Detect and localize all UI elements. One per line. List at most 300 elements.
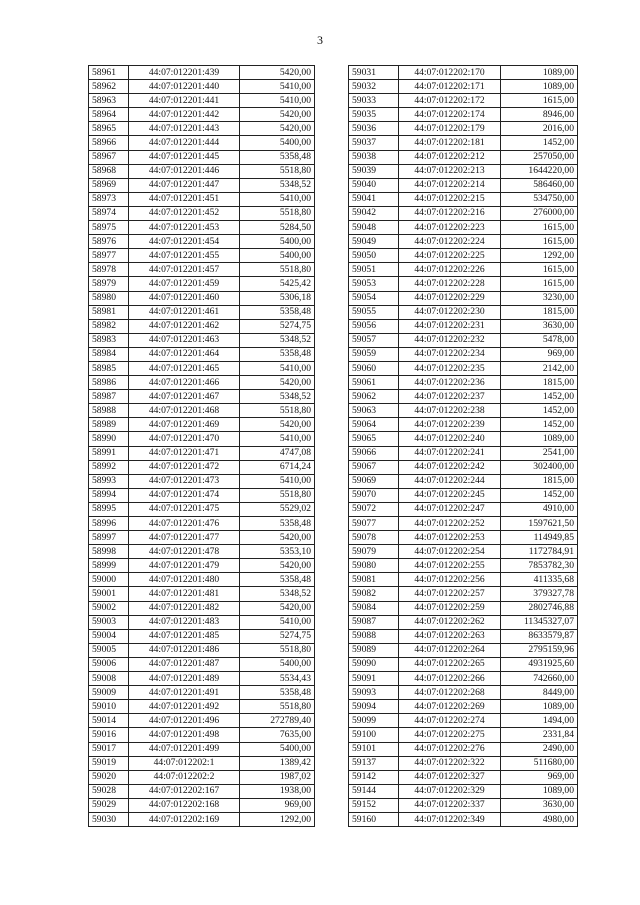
cadastral-number-cell: 44:07:012201:461 (129, 305, 240, 319)
record-number-cell: 59032 (349, 80, 399, 94)
cadastral-number-cell: 44:07:012202:232 (399, 333, 501, 347)
value-cell: 5410,00 (240, 192, 315, 206)
value-cell: 5358,48 (240, 686, 315, 700)
cadastral-number-cell: 44:07:012202:1 (129, 756, 240, 770)
table-row (89, 714, 315, 728)
value-cell: 2016,00 (501, 122, 578, 136)
record-number-cell: 59004 (89, 629, 129, 643)
value-cell: 1815,00 (501, 305, 578, 319)
value-cell: 1389,42 (240, 756, 315, 770)
cadastral-number-cell: 44:07:012202:229 (399, 291, 501, 305)
record-number-cell: 58969 (89, 178, 129, 192)
table-row (89, 672, 315, 686)
record-number-cell: 59064 (349, 418, 399, 432)
table-row (89, 206, 315, 220)
record-number-cell: 59100 (349, 728, 399, 742)
record-number-cell: 59063 (349, 404, 399, 418)
table-row (349, 136, 578, 150)
table-row (89, 319, 315, 333)
value-cell: 8449,00 (501, 686, 578, 700)
table-row (349, 249, 578, 263)
table-row (89, 249, 315, 263)
table-row (349, 206, 578, 220)
cadastral-number-cell: 44:07:012202:245 (399, 488, 501, 502)
value-cell: 5420,00 (240, 108, 315, 122)
table-row (89, 488, 315, 502)
record-number-cell: 59065 (349, 432, 399, 446)
table-row (89, 390, 315, 404)
table-row (89, 742, 315, 756)
cadastral-number-cell: 44:07:012202:247 (399, 502, 501, 516)
table-row (349, 80, 578, 94)
value-cell: 2795159,96 (501, 643, 578, 657)
value-cell: 5358,48 (240, 150, 315, 164)
value-cell: 4910,00 (501, 502, 578, 516)
table-row (349, 812, 578, 826)
value-cell: 5274,75 (240, 629, 315, 643)
value-cell: 1089,00 (501, 700, 578, 714)
record-number-cell: 59002 (89, 601, 129, 615)
record-number-cell: 58995 (89, 502, 129, 516)
table-row (349, 643, 578, 657)
table-row (349, 770, 578, 784)
cadastral-number-cell: 44:07:012202:239 (399, 418, 501, 432)
cadastral-number-cell: 44:07:012201:468 (129, 404, 240, 418)
value-cell: 4747,08 (240, 446, 315, 460)
table-row (349, 361, 578, 375)
cadastral-number-cell: 44:07:012202:329 (399, 784, 501, 798)
table-row (349, 657, 578, 671)
table-row (89, 66, 315, 80)
cadastral-number-cell: 44:07:012202:262 (399, 615, 501, 629)
table-row (89, 333, 315, 347)
cadastral-number-cell: 44:07:012202:252 (399, 517, 501, 531)
table-row (349, 460, 578, 474)
value-cell: 1815,00 (501, 376, 578, 390)
record-number-cell: 58985 (89, 361, 129, 375)
record-number-cell: 59062 (349, 390, 399, 404)
record-number-cell: 58990 (89, 432, 129, 446)
value-cell: 5274,75 (240, 319, 315, 333)
value-cell: 5358,48 (240, 517, 315, 531)
table-row (89, 432, 315, 446)
cadastral-number-cell: 44:07:012201:452 (129, 206, 240, 220)
record-number-cell: 59001 (89, 587, 129, 601)
record-number-cell: 58998 (89, 545, 129, 559)
record-number-cell: 58967 (89, 150, 129, 164)
table-row (349, 573, 578, 587)
record-number-cell: 58999 (89, 559, 129, 573)
value-cell: 1452,00 (501, 488, 578, 502)
cadastral-number-cell: 44:07:012202:170 (399, 66, 501, 80)
value-cell: 3630,00 (501, 319, 578, 333)
value-cell: 534750,00 (501, 192, 578, 206)
table-row (89, 150, 315, 164)
cadastral-number-cell: 44:07:012201:473 (129, 474, 240, 488)
value-cell: 969,00 (240, 798, 315, 812)
cadastral-number-cell: 44:07:012202:228 (399, 277, 501, 291)
table-row (89, 235, 315, 249)
value-cell: 5400,00 (240, 249, 315, 263)
cadastral-number-cell: 44:07:012201:445 (129, 150, 240, 164)
cadastral-number-cell: 44:07:012201:463 (129, 333, 240, 347)
record-number-cell: 59033 (349, 94, 399, 108)
table-row (89, 686, 315, 700)
record-number-cell: 59090 (349, 657, 399, 671)
table-row (89, 108, 315, 122)
value-cell: 5478,00 (501, 333, 578, 347)
cadastral-number-cell: 44:07:012202:223 (399, 221, 501, 235)
record-number-cell: 58975 (89, 221, 129, 235)
cadastral-number-cell: 44:07:012202:259 (399, 601, 501, 615)
record-number-cell: 59072 (349, 502, 399, 516)
cadastral-number-cell: 44:07:012201:472 (129, 460, 240, 474)
table-row (89, 446, 315, 460)
record-number-cell: 58988 (89, 404, 129, 418)
cadastral-number-cell: 44:07:012202:265 (399, 657, 501, 671)
value-cell: 7635,00 (240, 728, 315, 742)
table-row (89, 812, 315, 826)
cadastral-number-cell: 44:07:012202:172 (399, 94, 501, 108)
record-number-cell: 59057 (349, 333, 399, 347)
record-number-cell: 59137 (349, 756, 399, 770)
cadastral-number-cell: 44:07:012201:474 (129, 488, 240, 502)
record-number-cell: 59142 (349, 770, 399, 784)
table-row (349, 418, 578, 432)
table-row (349, 164, 578, 178)
cadastral-number-cell: 44:07:012201:491 (129, 686, 240, 700)
table-row (349, 728, 578, 742)
table-row (89, 404, 315, 418)
record-number-cell: 59160 (349, 812, 399, 826)
cadastral-number-cell: 44:07:012201:451 (129, 192, 240, 206)
cadastral-number-cell: 44:07:012202:327 (399, 770, 501, 784)
record-number-cell: 59005 (89, 643, 129, 657)
table-row (89, 700, 315, 714)
value-cell: 5348,52 (240, 178, 315, 192)
value-cell: 5518,80 (240, 700, 315, 714)
value-cell: 6714,24 (240, 460, 315, 474)
record-number-cell: 58977 (89, 249, 129, 263)
table-row (349, 390, 578, 404)
value-cell: 5420,00 (240, 601, 315, 615)
record-number-cell: 58963 (89, 94, 129, 108)
record-number-cell: 58979 (89, 277, 129, 291)
cadastral-number-cell: 44:07:012201:469 (129, 418, 240, 432)
table-row (349, 263, 578, 277)
table-row (349, 601, 578, 615)
value-cell: 2331,84 (501, 728, 578, 742)
cadastral-number-cell: 44:07:012201:480 (129, 573, 240, 587)
cadastral-number-cell: 44:07:012201:478 (129, 545, 240, 559)
record-number-cell: 58964 (89, 108, 129, 122)
record-number-cell: 58983 (89, 333, 129, 347)
cadastral-number-cell: 44:07:012202:337 (399, 798, 501, 812)
table-row (89, 756, 315, 770)
record-number-cell: 58996 (89, 517, 129, 531)
cadastral-number-cell: 44:07:012201:441 (129, 94, 240, 108)
record-number-cell: 59028 (89, 784, 129, 798)
table-row (89, 192, 315, 206)
value-cell: 2541,00 (501, 446, 578, 460)
table-row (89, 376, 315, 390)
record-number-cell: 59055 (349, 305, 399, 319)
record-number-cell: 59081 (349, 573, 399, 587)
table-row (349, 700, 578, 714)
record-number-cell: 59091 (349, 672, 399, 686)
cadastral-number-cell: 44:07:012201:486 (129, 643, 240, 657)
table-row (89, 502, 315, 516)
record-number-cell: 58992 (89, 460, 129, 474)
cadastral-number-cell: 44:07:012202:212 (399, 150, 501, 164)
cadastral-number-cell: 44:07:012201:487 (129, 657, 240, 671)
table-row (89, 347, 315, 361)
record-number-cell: 59037 (349, 136, 399, 150)
cadastral-number-cell: 44:07:012202:235 (399, 361, 501, 375)
value-cell: 5420,00 (240, 66, 315, 80)
cadastral-number-cell: 44:07:012202:322 (399, 756, 501, 770)
cadastral-number-cell: 44:07:012201:439 (129, 66, 240, 80)
cadastral-number-cell: 44:07:012201:443 (129, 122, 240, 136)
cadastral-number-cell: 44:07:012202:269 (399, 700, 501, 714)
table-row (89, 643, 315, 657)
record-number-cell: 58986 (89, 376, 129, 390)
table-row (349, 672, 578, 686)
cadastral-number-cell: 44:07:012202:171 (399, 80, 501, 94)
table-row (349, 714, 578, 728)
table-row (349, 347, 578, 361)
table-row (349, 178, 578, 192)
value-cell: 4980,00 (501, 812, 578, 826)
value-cell: 5284,50 (240, 221, 315, 235)
value-cell: 5400,00 (240, 657, 315, 671)
left-register-table (88, 65, 315, 827)
value-cell: 5410,00 (240, 474, 315, 488)
value-cell: 5518,80 (240, 164, 315, 178)
cadastral-number-cell: 44:07:012202:231 (399, 319, 501, 333)
table-row (349, 488, 578, 502)
table-row (349, 587, 578, 601)
cadastral-number-cell: 44:07:012202:266 (399, 672, 501, 686)
value-cell: 5400,00 (240, 235, 315, 249)
record-number-cell: 59080 (349, 559, 399, 573)
table-row (349, 686, 578, 700)
table-row (349, 221, 578, 235)
right-register-table (348, 65, 578, 827)
value-cell: 302400,00 (501, 460, 578, 474)
value-cell: 5420,00 (240, 418, 315, 432)
record-number-cell: 59009 (89, 686, 129, 700)
table-row (89, 164, 315, 178)
cadastral-number-cell: 44:07:012201:446 (129, 164, 240, 178)
value-cell: 1644220,00 (501, 164, 578, 178)
value-cell: 5518,80 (240, 643, 315, 657)
cadastral-number-cell: 44:07:012202:255 (399, 559, 501, 573)
table-row (89, 531, 315, 545)
table-row (349, 277, 578, 291)
table-row (89, 559, 315, 573)
table-row (349, 742, 578, 756)
record-number-cell: 59042 (349, 206, 399, 220)
record-number-cell: 58978 (89, 263, 129, 277)
table-row (89, 587, 315, 601)
table-row (89, 798, 315, 812)
value-cell: 2490,00 (501, 742, 578, 756)
table-row (89, 291, 315, 305)
table-row (89, 221, 315, 235)
cadastral-number-cell: 44:07:012202:169 (129, 812, 240, 826)
cadastral-number-cell: 44:07:012202:276 (399, 742, 501, 756)
value-cell: 1089,00 (501, 432, 578, 446)
record-number-cell: 59010 (89, 700, 129, 714)
table-row (349, 798, 578, 812)
cadastral-number-cell: 44:07:012202:179 (399, 122, 501, 136)
cadastral-number-cell: 44:07:012202:168 (129, 798, 240, 812)
value-cell: 969,00 (501, 770, 578, 784)
value-cell: 1615,00 (501, 263, 578, 277)
cadastral-number-cell: 44:07:012202:237 (399, 390, 501, 404)
record-number-cell: 58962 (89, 80, 129, 94)
table-row (89, 615, 315, 629)
record-number-cell: 59016 (89, 728, 129, 742)
table-row (89, 178, 315, 192)
table-row (89, 136, 315, 150)
table-row (349, 517, 578, 531)
value-cell: 1615,00 (501, 277, 578, 291)
value-cell: 5420,00 (240, 376, 315, 390)
cadastral-number-cell: 44:07:012201:454 (129, 235, 240, 249)
record-number-cell: 59051 (349, 263, 399, 277)
record-number-cell: 58980 (89, 291, 129, 305)
value-cell: 5410,00 (240, 615, 315, 629)
record-number-cell: 59030 (89, 812, 129, 826)
record-number-cell: 59082 (349, 587, 399, 601)
value-cell: 5358,48 (240, 573, 315, 587)
table-row (349, 319, 578, 333)
value-cell: 5420,00 (240, 559, 315, 573)
value-cell: 1452,00 (501, 404, 578, 418)
value-cell: 1452,00 (501, 136, 578, 150)
record-number-cell: 59094 (349, 700, 399, 714)
table-row (89, 657, 315, 671)
table-row (89, 629, 315, 643)
cadastral-number-cell: 44:07:012202:256 (399, 573, 501, 587)
value-cell: 1089,00 (501, 80, 578, 94)
table-row (349, 446, 578, 460)
cadastral-number-cell: 44:07:012201:470 (129, 432, 240, 446)
cadastral-number-cell: 44:07:012202:216 (399, 206, 501, 220)
cadastral-number-cell: 44:07:012202:181 (399, 136, 501, 150)
value-cell: 5410,00 (240, 94, 315, 108)
record-number-cell: 59069 (349, 474, 399, 488)
cadastral-number-cell: 44:07:012201:442 (129, 108, 240, 122)
cadastral-number-cell: 44:07:012201:455 (129, 249, 240, 263)
page-number: 3 (317, 33, 323, 47)
record-number-cell: 59020 (89, 770, 129, 784)
value-cell: 5410,00 (240, 432, 315, 446)
record-number-cell: 59152 (349, 798, 399, 812)
value-cell: 4931925,60 (501, 657, 578, 671)
table-row (89, 263, 315, 277)
record-number-cell: 58987 (89, 390, 129, 404)
cadastral-number-cell: 44:07:012201:485 (129, 629, 240, 643)
table-row (89, 770, 315, 784)
cadastral-number-cell: 44:07:012202:214 (399, 178, 501, 192)
record-number-cell: 59038 (349, 150, 399, 164)
value-cell: 1938,00 (240, 784, 315, 798)
record-number-cell: 59040 (349, 178, 399, 192)
record-number-cell: 58994 (89, 488, 129, 502)
record-number-cell: 58981 (89, 305, 129, 319)
table-row (89, 784, 315, 798)
record-number-cell: 59101 (349, 742, 399, 756)
record-number-cell: 59099 (349, 714, 399, 728)
record-number-cell: 59006 (89, 657, 129, 671)
value-cell: 1292,00 (240, 812, 315, 826)
table-row (349, 531, 578, 545)
cadastral-number-cell: 44:07:012201:464 (129, 347, 240, 361)
value-cell: 272789,40 (240, 714, 315, 728)
value-cell: 5425,42 (240, 277, 315, 291)
value-cell: 1292,00 (501, 249, 578, 263)
cadastral-number-cell: 44:07:012201:444 (129, 136, 240, 150)
cadastral-number-cell: 44:07:012201:440 (129, 80, 240, 94)
value-cell: 511680,00 (501, 756, 578, 770)
value-cell: 114949,85 (501, 531, 578, 545)
value-cell: 5400,00 (240, 742, 315, 756)
cadastral-number-cell: 44:07:012202:238 (399, 404, 501, 418)
table-row (89, 460, 315, 474)
table-row (89, 573, 315, 587)
cadastral-number-cell: 44:07:012202:215 (399, 192, 501, 206)
record-number-cell: 59039 (349, 164, 399, 178)
record-number-cell: 59014 (89, 714, 129, 728)
value-cell: 411335,68 (501, 573, 578, 587)
cadastral-number-cell: 44:07:012201:496 (129, 714, 240, 728)
value-cell: 3230,00 (501, 291, 578, 305)
cadastral-number-cell: 44:07:012202:230 (399, 305, 501, 319)
table-row (89, 418, 315, 432)
table-row (349, 66, 578, 80)
cadastral-number-cell: 44:07:012201:475 (129, 502, 240, 516)
record-number-cell: 59054 (349, 291, 399, 305)
record-number-cell: 58984 (89, 347, 129, 361)
record-number-cell: 58982 (89, 319, 129, 333)
record-number-cell: 59000 (89, 573, 129, 587)
value-cell: 5353,10 (240, 545, 315, 559)
record-number-cell: 58966 (89, 136, 129, 150)
cadastral-number-cell: 44:07:012202:174 (399, 108, 501, 122)
cadastral-number-cell: 44:07:012201:457 (129, 263, 240, 277)
value-cell: 1452,00 (501, 390, 578, 404)
record-number-cell: 59041 (349, 192, 399, 206)
record-number-cell: 59050 (349, 249, 399, 263)
table-row (349, 784, 578, 798)
table-row (349, 474, 578, 488)
value-cell: 5358,48 (240, 305, 315, 319)
record-number-cell: 58989 (89, 418, 129, 432)
record-number-cell: 59089 (349, 643, 399, 657)
cadastral-number-cell: 44:07:012202:264 (399, 643, 501, 657)
cadastral-number-cell: 44:07:012201:498 (129, 728, 240, 742)
value-cell: 586460,00 (501, 178, 578, 192)
cadastral-number-cell: 44:07:012201:481 (129, 587, 240, 601)
value-cell: 1815,00 (501, 474, 578, 488)
cadastral-number-cell: 44:07:012201:459 (129, 277, 240, 291)
value-cell: 5358,48 (240, 347, 315, 361)
record-number-cell: 59053 (349, 277, 399, 291)
table-row (349, 235, 578, 249)
